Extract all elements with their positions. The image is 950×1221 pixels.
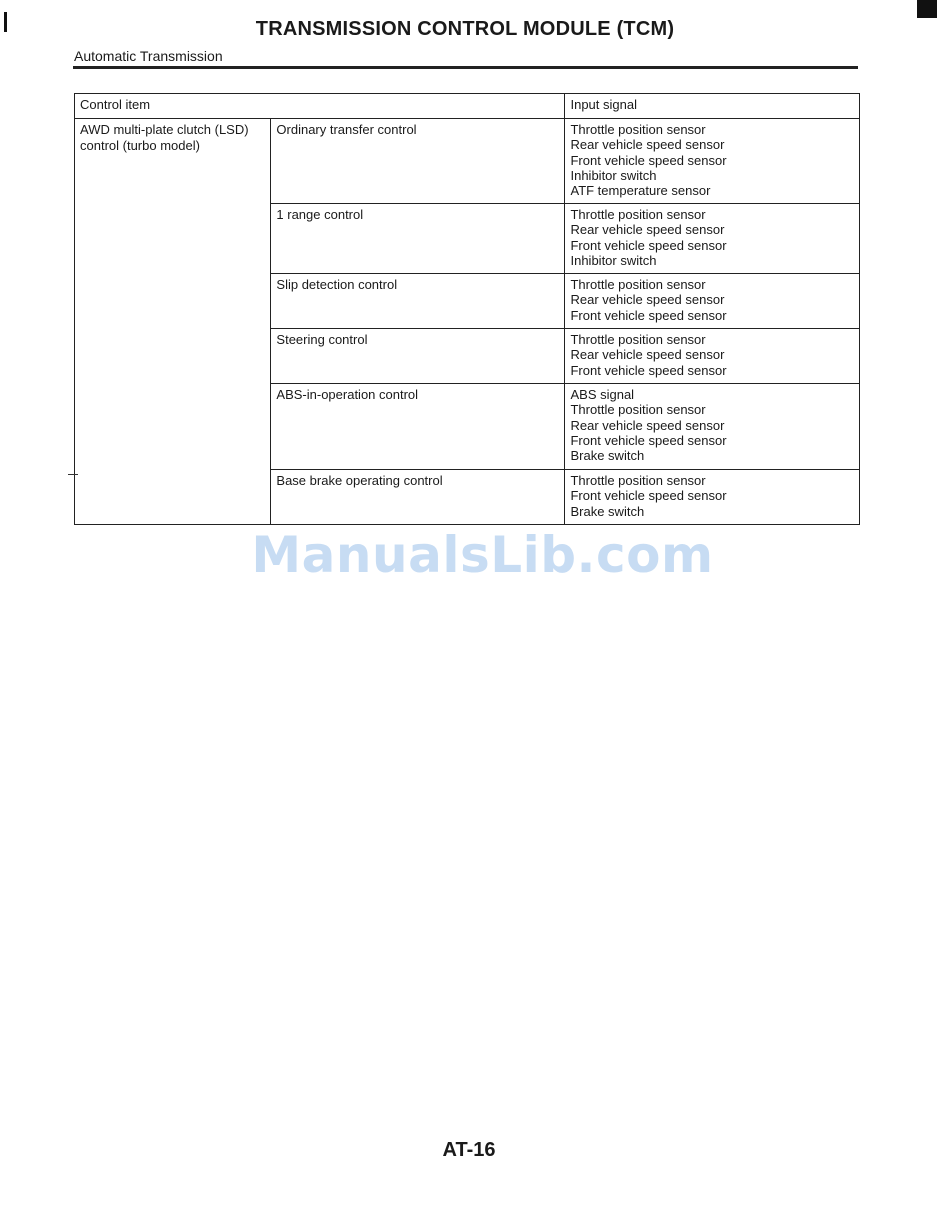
watermark: ManualsLib.com bbox=[251, 526, 714, 584]
header-rule bbox=[73, 66, 858, 69]
signal-cell bbox=[565, 329, 860, 384]
page-title: TRANSMISSION CONTROL MODULE (TCM) bbox=[255, 18, 675, 40]
signal-item: Front vehicle speed sensor bbox=[570, 152, 727, 168]
signal-item: Rear vehicle speed sensor bbox=[570, 137, 725, 153]
control-cell: Steering control bbox=[271, 329, 565, 384]
signal-item: Throttle position sensor bbox=[570, 207, 706, 222]
signal-item: Throttle position sensor bbox=[570, 473, 706, 488]
control-cell: Base brake operating control bbox=[271, 470, 565, 525]
corner-tab-mark bbox=[917, 0, 937, 18]
signal-item: Throttle position sensor bbox=[570, 402, 706, 418]
group-label-cell: AWD multi-plate clutch (LSD) control (turbo model) bbox=[75, 119, 271, 525]
table-row bbox=[75, 119, 860, 204]
control-cell: Slip detection control bbox=[271, 274, 565, 329]
signal-item: ATF temperature sensor bbox=[570, 183, 711, 199]
signal-cell bbox=[565, 384, 860, 470]
signal-item: Throttle position sensor bbox=[570, 122, 706, 137]
signal-item: Inhibitor switch bbox=[570, 167, 657, 183]
signal-item: Front vehicle speed sensor bbox=[570, 488, 727, 504]
signal-cell bbox=[565, 470, 860, 525]
control-signal-table bbox=[74, 93, 860, 525]
signal-item: Front vehicle speed sensor bbox=[570, 237, 727, 253]
control-cell: ABS-in-operation control bbox=[271, 384, 565, 470]
signal-item: Rear vehicle speed sensor bbox=[570, 347, 725, 363]
table-header-row bbox=[75, 94, 860, 119]
signal-item: Brake switch bbox=[570, 448, 645, 464]
section-label: Automatic Transmission bbox=[74, 48, 223, 64]
signal-item: Brake switch bbox=[570, 503, 645, 519]
signal-item: Throttle position sensor bbox=[570, 277, 706, 292]
signal-item: Front vehicle speed sensor bbox=[570, 432, 727, 448]
signal-item: Front vehicle speed sensor bbox=[570, 362, 727, 378]
margin-tick-mark bbox=[68, 474, 78, 475]
signal-cell bbox=[565, 119, 860, 204]
signal-cell bbox=[565, 274, 860, 329]
signal-cell bbox=[565, 204, 860, 274]
signal-item: Rear vehicle speed sensor bbox=[570, 417, 725, 433]
signal-item: Front vehicle speed sensor bbox=[570, 307, 727, 323]
page-number: AT-16 bbox=[442, 1139, 496, 1161]
signal-item: ABS signal bbox=[570, 387, 635, 402]
control-cell: 1 range control bbox=[271, 204, 565, 274]
control-cell: Ordinary transfer control bbox=[271, 119, 565, 204]
signal-item: Inhibitor switch bbox=[570, 252, 657, 268]
signal-item: Rear vehicle speed sensor bbox=[570, 222, 725, 238]
signal-item: Rear vehicle speed sensor bbox=[570, 292, 725, 308]
signal-item: Throttle position sensor bbox=[570, 332, 706, 347]
header-input-signal: Input signal bbox=[565, 94, 860, 119]
header-control-item: Control item bbox=[75, 94, 565, 119]
